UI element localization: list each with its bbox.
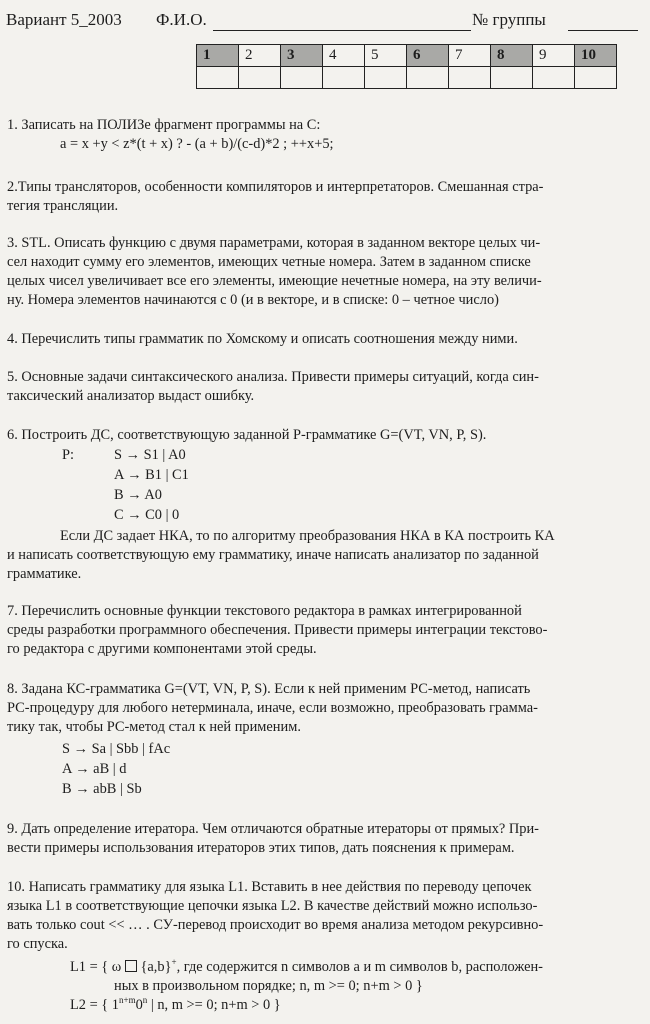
question-text: 6. Построить ДС, соответствующую заданной Р-грамматике G=(VT, VN, P, S). bbox=[7, 427, 487, 443]
score-cell-input[interactable] bbox=[365, 67, 407, 89]
grammar-rule: S → Sa | Sbb | fAc bbox=[62, 741, 171, 757]
question-1 bbox=[7, 116, 632, 154]
score-cell-input[interactable] bbox=[281, 67, 323, 89]
language-l2: L2 = { $1^{n+m}0^n$ | n, m >= 0; n+m > 0 } bbox=[70, 995, 281, 1013]
score-cell-input[interactable] bbox=[533, 67, 575, 89]
score-cell-input[interactable] bbox=[449, 67, 491, 89]
grammar-rule: A → B1 | C1 bbox=[114, 467, 189, 483]
question-6-continued bbox=[7, 527, 632, 584]
score-cell-header: 1 bbox=[197, 45, 239, 67]
score-cell-input[interactable] bbox=[197, 67, 239, 89]
question-text: вести примеры использования итераторов этих типов, дать пояснения к примерам. bbox=[7, 840, 515, 856]
score-grid bbox=[196, 44, 617, 89]
group-label: № группы bbox=[472, 10, 546, 29]
score-grid-input-row bbox=[197, 67, 617, 89]
question-text: го редактора с другими компонентами этой среды. bbox=[7, 641, 317, 657]
question-2 bbox=[7, 178, 632, 216]
question-text: 3. STL. Описать функцию с двумя параметрами, которая в заданном векторе целых чи- bbox=[7, 235, 541, 251]
score-cell-header: 3 bbox=[281, 45, 323, 67]
score-cell-input[interactable] bbox=[491, 67, 533, 89]
element-of-icon bbox=[125, 960, 137, 972]
question-text: 1. Записать на ПОЛИЗе фрагмент программы на С: bbox=[7, 117, 321, 133]
question-10 bbox=[7, 878, 632, 954]
question-text: языка L1 в соответствующие цепочки языка L2. В качестве действий можно использо- bbox=[7, 898, 538, 914]
score-cell-header: 9 bbox=[533, 45, 575, 67]
language-l1-definition bbox=[70, 958, 630, 1015]
score-cell-header: 4 bbox=[323, 45, 365, 67]
question-text: 2.Типы трансляторов, особенности компиляторов и интерпретаторов. Смешанная стра- bbox=[7, 179, 544, 195]
language-l1: L1 = { ω {a,b}+, где содержится n символов a и m символов b, расположен- bbox=[70, 957, 543, 975]
question-text: 8. Задана КС-грамматика G=(VT, VN, P, S). Если к ней применим РС-метод, написать bbox=[7, 681, 531, 697]
score-cell-header: 8 bbox=[491, 45, 533, 67]
score-cell-header: 10 bbox=[575, 45, 617, 67]
question-9 bbox=[7, 820, 632, 858]
fio-label: Ф.И.О. bbox=[156, 10, 207, 29]
question-text: таксический анализатор выдаст ошибку. bbox=[7, 388, 255, 404]
question-text: и написать соответствующую ему грамматику, иначе написать анализатор по заданной bbox=[7, 547, 539, 563]
question-8 bbox=[7, 680, 632, 737]
grammar-rule: A → aB | d bbox=[62, 761, 127, 777]
score-cell-input[interactable] bbox=[407, 67, 449, 89]
grammar-rules bbox=[62, 739, 170, 799]
question-text: среды разработки программного обеспечения. Привести примеры интеграции текстово- bbox=[7, 622, 548, 638]
question-text: го спуска. bbox=[7, 936, 68, 952]
page-header bbox=[6, 8, 642, 36]
code-line: a = x +y < z*(t + x) ? - (a + b)/(c-d)*2 ; ++x+5; bbox=[60, 136, 334, 152]
question-7 bbox=[7, 602, 632, 659]
score-cell-header: 6 bbox=[407, 45, 449, 67]
score-grid-header-row bbox=[197, 45, 617, 67]
question-text: 10. Написать грамматику для языка L1. Вставить в нее действия по переводу цепочек bbox=[7, 879, 532, 895]
grammar-rule: C → C0 | 0 bbox=[114, 507, 180, 523]
question-text: 7. Перечислить основные функции текстового редактора в рамках интегрированной bbox=[7, 603, 522, 619]
question-text: целых чисел увеличивает все его элементы, имеющие нечетные номера, на эту величи- bbox=[7, 273, 542, 289]
question-text: тику так, чтобы РС-метод стал к ней применим. bbox=[7, 719, 301, 735]
question-text: сел находит сумму его элементов, имеющих четные номера. Затем в заданном списке bbox=[7, 254, 531, 270]
question-text: вать только cout << … . СУ-перевод происходит во время анализа методом рекурсивно- bbox=[7, 917, 544, 933]
language-l1-continued: ных в произвольном порядке; n, m >= 0; n+m > 0 } bbox=[114, 978, 423, 994]
question-6 bbox=[7, 426, 632, 445]
question-text: грамматике. bbox=[7, 566, 82, 582]
question-text: 9. Дать определение итератора. Чем отличаются обратные итераторы от прямых? При- bbox=[7, 821, 539, 837]
question-text: РС-процедуру для любого нетерминала, иначе, если возможно, преобразовать грамма- bbox=[7, 700, 538, 716]
score-cell-input[interactable] bbox=[323, 67, 365, 89]
score-cell-input[interactable] bbox=[575, 67, 617, 89]
p-label: P: bbox=[62, 447, 75, 463]
question-4 bbox=[7, 330, 632, 349]
question-text: ну. Номера элементов начинаются с 0 (и в векторе, и в списке: 0 – четное число) bbox=[7, 292, 499, 308]
grammar-rule: B → abB | Sb bbox=[62, 781, 142, 797]
question-text: 4. Перечислить типы грамматик по Хомскому и описать соотношения между ними. bbox=[7, 331, 518, 347]
question-text: Если ДС задает НКА, то по алгоритму преобразования НКА в КА построить КА bbox=[60, 528, 555, 544]
fio-field-line[interactable] bbox=[213, 30, 471, 31]
question-text: 5. Основные задачи синтаксического анализа. Привести примеры ситуаций, когда син- bbox=[7, 369, 539, 385]
question-3 bbox=[7, 234, 632, 310]
grammar-rule: S → S1 | A0 bbox=[114, 447, 186, 463]
score-cell-header: 2 bbox=[239, 45, 281, 67]
question-text: тегия трансляции. bbox=[7, 198, 119, 214]
score-cell-header: 7 bbox=[449, 45, 491, 67]
question-5 bbox=[7, 368, 632, 406]
grammar-rule: B → A0 bbox=[114, 487, 162, 503]
score-cell-input[interactable] bbox=[239, 67, 281, 89]
group-field-line[interactable] bbox=[568, 30, 638, 31]
variant-title: Вариант 5_2003 bbox=[6, 10, 122, 29]
score-cell-header: 5 bbox=[365, 45, 407, 67]
grammar-rules bbox=[114, 445, 189, 525]
